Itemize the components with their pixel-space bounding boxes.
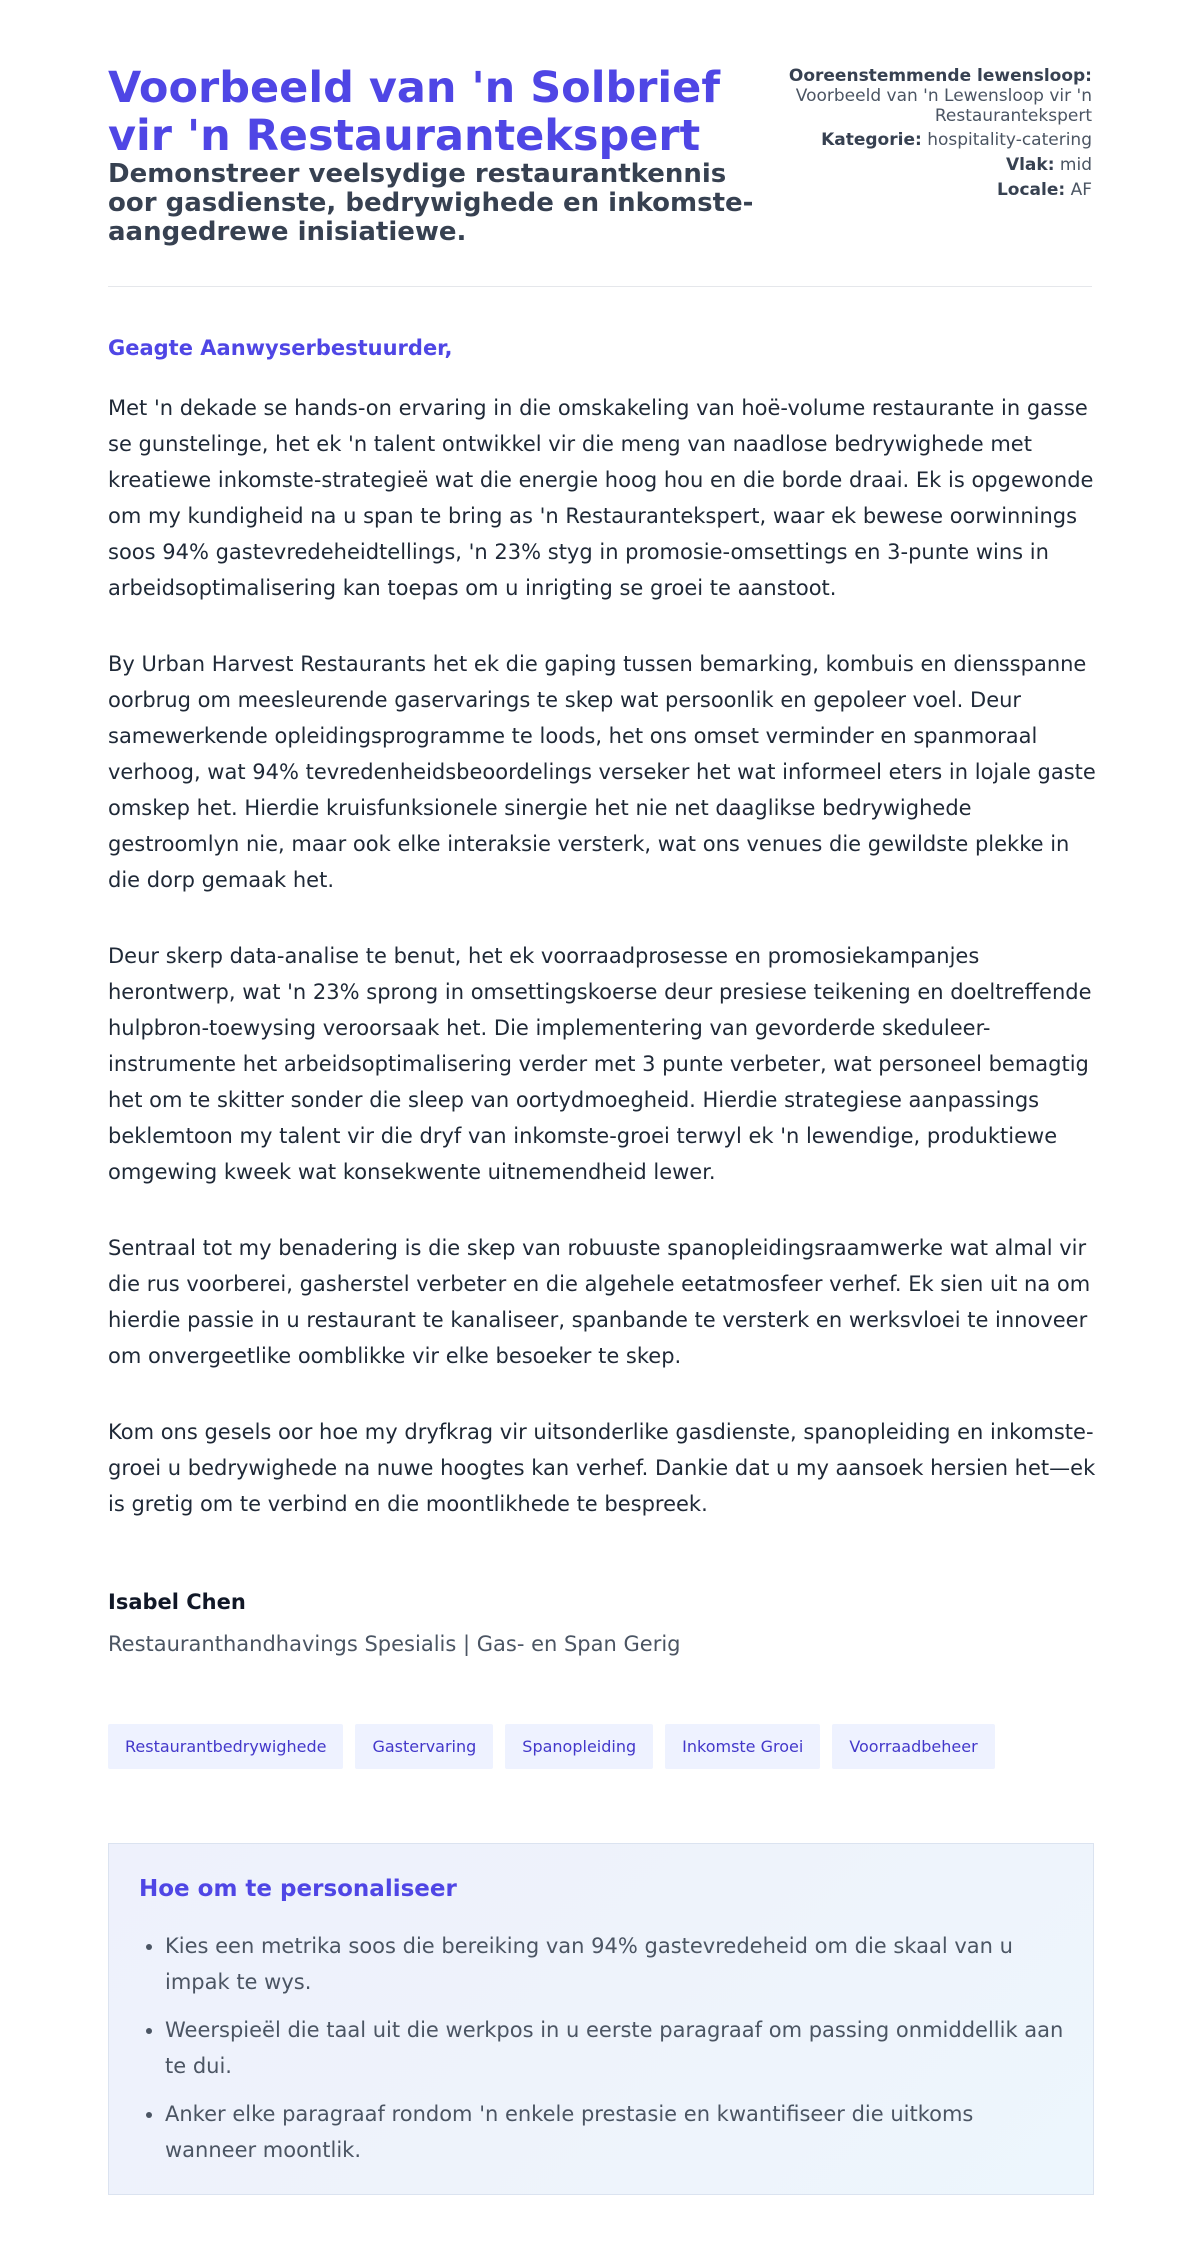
meta-locale — [752, 180, 1092, 200]
document-header — [108, 64, 1092, 287]
page-subtitle: Demonstreer veelsydige restaurantkennis oor gasdienste, bedrywighede en inkomste-aangedrewe inisiatiewe. — [108, 159, 754, 247]
skill-tag: Inkomste Groei — [665, 1724, 820, 1769]
meta-category — [752, 130, 1092, 150]
meta-level-label: Vlak: — [1005, 155, 1055, 175]
skill-tag: Restaurantbedrywighede — [108, 1724, 343, 1769]
tip-item: • Weerspieël die taal uit die werkpos in u eerste paragraaf om passing onmiddellik aan te dui. — [165, 2012, 1065, 2084]
tips-title: Hoe om te personaliseer — [139, 1876, 457, 1902]
meta-panel — [752, 66, 1092, 205]
letter-paragraph: Sentraal tot my benadering is die skep van robuuste spanopleidingsraamwerke wat almal vir die rus voorberei, gasherstel verbeter en die algehele eetatmosfeer verhef. Ek sien uit na om hierdie passie in u restaurant te kanaliseer, spanbande te versterk en werksvloei te innoveer om onvergeetlike oomblikke vir elke besoeker te skep. — [108, 1236, 1091, 1368]
skill-tags — [108, 1724, 995, 1769]
meta-level — [752, 155, 1092, 175]
meta-resume — [752, 66, 1092, 126]
letter-paragraph: Deur skerp data-analise te benut, het ek voorraadprosesse en promosiekampanjes herontwerp, wat 'n 23% sprong in omsettingskoerse deur presiese teikening en doeltreffende hulpbron-toewysing veroorsaak het. Die implementering van gevorderde skeduleer-instrumente het arbeidsoptimalisering verder met 3 punte verbeter, wat personeel bemagtig het om te skitter sonder die sleep van oortydmoegheid. Hierdie strategiese aanpassings beklemtoon my talent vir die dryf van inkomste-groei terwyl ek 'n lewendige, produktiewe omgewing kweek wat konsekwente uitnemendheid lewer. — [108, 944, 1092, 1184]
tip-item: • Anker elke paragraaf rondom 'n enkele prestasie en kwantifiseer die uitkoms wanneer moontlik. — [165, 2096, 1065, 2168]
letter-paragraph: Met 'n dekade se hands-on ervaring in die omskakeling van hoë-volume restaurante in gasse se gunstelinge, het ek 'n talent ontwikkel vir die meng van naadlose bedrywighede met kreatiewe inkomste-strategieë wat die energie hoog hou en die borde draai. Ek is opgewonde om my kundigheid na u span te bring as 'n Restaurantekspert, waar ek bewese oorwinnings soos 94% gastevredeheidtellings, 'n 23% styg in promosie-omsettings en 3-punte wins in arbeidsoptimalisering kan toepas om u inrigting se groei te aanstoot. — [108, 396, 1094, 600]
meta-locale-value: AF — [1070, 180, 1092, 200]
title-block — [108, 64, 778, 247]
tip-item: • Kies een metrika soos die bereiking van 94% gastevredeheid om die skaal van u impak te wys. — [165, 1928, 1065, 2000]
skill-tag: Spanopleiding — [505, 1724, 653, 1769]
signature-title: Restauranthandhavings Spesialis | Gas- en Span Gerig — [108, 1632, 681, 1656]
letter-greeting: Geagte Aanwyserbestuurder, — [108, 336, 453, 360]
meta-category-value: hospitality-catering — [927, 130, 1092, 150]
signature-name: Isabel Chen — [108, 1590, 246, 1614]
meta-resume-value: Voorbeeld van 'n Lewensloop vir 'n Restaurantekspert — [795, 86, 1092, 126]
skill-tag: Gastervaring — [355, 1724, 493, 1769]
meta-locale-label: Locale: — [996, 180, 1066, 200]
meta-level-value: mid — [1059, 155, 1092, 175]
personalize-tips-box — [108, 1843, 1094, 2195]
tips-list — [135, 1928, 1065, 2180]
skill-tag: Voorraadbeheer — [832, 1724, 994, 1769]
letter-body — [108, 390, 1098, 1562]
meta-resume-label: Ooreenstemmende lewensloop: — [788, 66, 1092, 86]
page-title: Voorbeeld van 'n Solbrief vir 'n Restaurantekspert — [108, 63, 721, 161]
letter-paragraph: By Urban Harvest Restaurants het ek die gaping tussen bemarking, kombuis en diensspanne oorbrug om meesleurende gaservarings te skep wat persoonlik en gepoleer voel. Deur samewerkende opleidingsprogramme te loods, het ons omset verminder en spanmoraal verhoog, wat 94% tevredenheidsbeoordelings verseker het wat informeel eters in lojale gaste omskep het. Hierdie kruisfunksionele sinergie het nie net daaglikse bedrywighede gestroomlyn nie, maar ook elke interaksie versterk, wat ons venues die gewildste plekke in die dorp gemaak het. — [108, 652, 1096, 892]
meta-category-label: Kategorie: — [821, 130, 922, 150]
letter-paragraph: Kom ons gesels oor hoe my dryfkrag vir uitsonderlike gasdienste, spanopleiding en inkomste-groei u bedrywighede na nuwe hoogtes kan verhef. Dankie dat u my aansoek hersien het—ek is gretig om te verbind en die moontlikhede te bespreek. — [108, 1420, 1096, 1516]
